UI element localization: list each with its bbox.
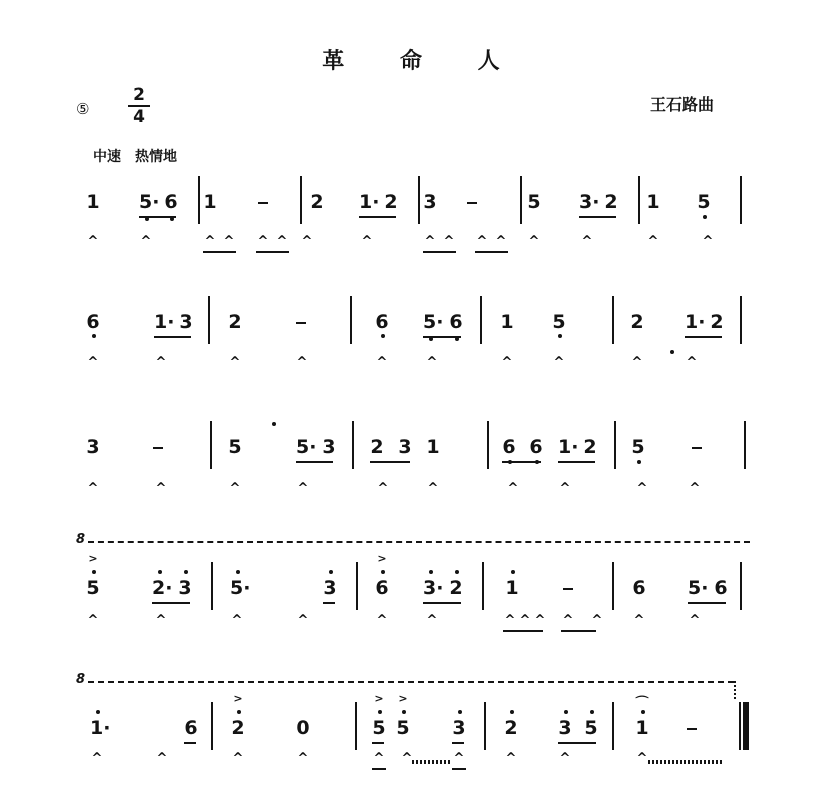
note: 6 <box>632 577 646 599</box>
octave-dot-high <box>92 570 96 574</box>
sustain-dash <box>692 447 702 449</box>
note: 5 <box>86 577 100 599</box>
octave-dot-low <box>670 350 674 354</box>
octave-dot-high <box>381 570 385 574</box>
articulation-mark: ^ <box>297 613 309 628</box>
articulation-mark: ^ <box>401 751 413 766</box>
note: 1 <box>86 191 100 213</box>
sustain-dash <box>687 728 697 730</box>
note: 1· <box>685 311 706 333</box>
barline <box>356 562 358 610</box>
barline <box>211 702 213 750</box>
time-signature <box>128 86 150 126</box>
octave-dot-high <box>429 570 433 574</box>
octave-dot-low <box>508 460 512 464</box>
beam-underline <box>685 336 722 338</box>
note: 5· <box>423 311 444 333</box>
note: 1· <box>558 436 579 458</box>
note: 2 <box>231 717 245 739</box>
articulation-mark: ^ <box>528 234 540 249</box>
articulation-mark: ^ <box>424 234 436 249</box>
octave-dot-low <box>92 334 96 338</box>
note: 3 <box>179 311 193 333</box>
barline <box>208 296 210 344</box>
articulation-mark: ^ <box>155 613 167 628</box>
barline <box>487 421 489 469</box>
note: 3 <box>322 436 336 458</box>
articulation-mark: ^ <box>276 234 288 249</box>
octave-dashed-line <box>88 541 750 543</box>
articulation-underline <box>503 630 543 632</box>
note: 3· <box>579 191 600 213</box>
note: 5 <box>631 436 645 458</box>
articulation-mark: ^ <box>297 751 309 766</box>
octave-dashed-line <box>88 681 734 683</box>
note: 2 <box>449 577 463 599</box>
articulation-underline <box>203 251 236 253</box>
note: 3 <box>423 191 437 213</box>
beam-underline <box>688 602 726 604</box>
articulation-mark: ^ <box>689 481 701 496</box>
barline <box>612 296 614 344</box>
beam-underline <box>323 602 335 604</box>
note: 1 <box>505 577 519 599</box>
title-char: 命 <box>399 49 422 74</box>
articulation-mark: ^ <box>140 234 152 249</box>
note: 3 <box>323 577 337 599</box>
barline <box>740 176 742 224</box>
note: 6 <box>449 311 463 333</box>
note: 3 <box>558 717 572 739</box>
note: 2 <box>228 311 242 333</box>
barline <box>300 176 302 224</box>
note: 6 <box>502 436 516 458</box>
articulation-mark: ^ <box>501 355 513 370</box>
articulation-mark: ^ <box>232 751 244 766</box>
barline <box>211 562 213 610</box>
note: 3 <box>452 717 466 739</box>
note: 1 <box>203 191 217 213</box>
note: 2 <box>310 191 324 213</box>
beam-underline <box>558 461 595 463</box>
accent-mark: > <box>88 552 98 565</box>
beam-underline <box>152 602 190 604</box>
octave-dot-low <box>558 334 562 338</box>
articulation-mark: ^ <box>229 355 241 370</box>
articulation-mark: ^ <box>376 613 388 628</box>
note: 6 <box>529 436 543 458</box>
note: 3· <box>423 577 444 599</box>
barline <box>638 176 640 224</box>
final-thin-barline <box>739 702 741 750</box>
note: 1· <box>359 191 380 213</box>
composer-credit: 王石路曲 <box>650 95 715 114</box>
final-barline <box>743 702 749 750</box>
note: 5· <box>688 577 709 599</box>
articulation-mark: ^ <box>91 751 103 766</box>
articulation-mark: ^ <box>87 355 99 370</box>
note: 1 <box>646 191 660 213</box>
note: 3 <box>398 436 412 458</box>
note: 5 <box>372 717 386 739</box>
articulation-mark: ^ <box>689 613 701 628</box>
articulation-mark: ^ <box>636 751 648 766</box>
barline <box>484 702 486 750</box>
time-sig-top: 2 <box>133 85 145 105</box>
octave-dot-low <box>637 460 641 464</box>
barline <box>744 421 746 469</box>
octave-dot-high <box>564 710 568 714</box>
note: 1 <box>635 717 649 739</box>
articulation-mark: ^ <box>426 355 438 370</box>
articulation-mark: ^ <box>559 751 571 766</box>
accent-mark: > <box>398 692 408 705</box>
octave-dot-high <box>237 710 241 714</box>
articulation-mark: ^ <box>376 355 388 370</box>
beam-underline <box>579 216 616 218</box>
beam-underline <box>184 742 196 744</box>
articulation-mark: ^ <box>702 234 714 249</box>
note: 5 <box>697 191 711 213</box>
octave-dot-low <box>455 337 459 341</box>
octave-dot-high <box>402 710 406 714</box>
note: 1 <box>500 311 514 333</box>
articulation-mark: ^ <box>631 355 643 370</box>
octave-dot-low <box>170 217 174 221</box>
barline <box>352 421 354 469</box>
title-char: 人 <box>477 49 500 74</box>
note: 2 <box>583 436 597 458</box>
articulation-mark: ^ <box>591 613 603 628</box>
octave-dot-high <box>184 570 188 574</box>
accent-mark: > <box>233 692 243 705</box>
octave-dot-high <box>510 710 514 714</box>
note: 5· <box>139 191 160 213</box>
barline <box>612 562 614 610</box>
articulation-mark: ^ <box>231 613 243 628</box>
note: 6 <box>184 717 198 739</box>
accent-mark: > <box>377 552 387 565</box>
barline <box>350 296 352 344</box>
note: 2 <box>710 311 724 333</box>
accent-mark: > <box>374 692 384 705</box>
octave-dot-high <box>96 710 100 714</box>
note: 2 <box>370 436 384 458</box>
beam-underline <box>296 461 333 463</box>
articulation-mark: ^ <box>361 234 373 249</box>
articulation-mark: ^ <box>504 613 516 628</box>
score-title <box>0 44 822 75</box>
note: 5· <box>230 577 251 599</box>
octave-dot-high <box>272 422 276 426</box>
articulation-mark: ^ <box>229 481 241 496</box>
barline <box>740 296 742 344</box>
octave-dot-high <box>511 570 515 574</box>
articulation-mark: ^ <box>301 234 313 249</box>
articulation-mark: ^ <box>155 481 167 496</box>
barline <box>198 176 200 224</box>
articulation-underline <box>475 251 508 253</box>
beam-underline <box>154 336 191 338</box>
articulation-mark: ^ <box>87 613 99 628</box>
note: 5 <box>527 191 541 213</box>
octave-dot-high <box>590 710 594 714</box>
articulation-mark: ^ <box>633 613 645 628</box>
octave-dot-high <box>458 710 462 714</box>
note: 5 <box>552 311 566 333</box>
sustain-dash <box>563 588 573 590</box>
articulation-mark: ^ <box>559 481 571 496</box>
beam-underline <box>423 602 461 604</box>
trill-wavy-line <box>412 760 452 764</box>
articulation-underline <box>452 768 466 770</box>
octave-dot-low <box>145 217 149 221</box>
barline <box>482 562 484 610</box>
octave-dot-low <box>703 215 707 219</box>
articulation-mark: ^ <box>476 234 488 249</box>
articulation-underline <box>256 251 289 253</box>
note: 0 <box>296 717 310 739</box>
beam-underline <box>370 461 410 463</box>
barline <box>418 176 420 224</box>
articulation-mark: ^ <box>519 613 531 628</box>
note: 6 <box>714 577 728 599</box>
sustain-dash <box>467 202 477 204</box>
note: 2 <box>504 717 518 739</box>
barline <box>612 702 614 750</box>
sustain-dash <box>296 322 306 324</box>
articulation-mark: ^ <box>686 355 698 370</box>
note: 3 <box>86 436 100 458</box>
articulation-mark: ^ <box>495 234 507 249</box>
title-char: 革 <box>322 49 345 74</box>
articulation-mark: ^ <box>223 234 235 249</box>
barline <box>480 296 482 344</box>
note: 6 <box>375 577 389 599</box>
barline <box>614 421 616 469</box>
octave-dot-low <box>429 337 433 341</box>
articulation-mark: ^ <box>647 234 659 249</box>
note: 5 <box>396 717 410 739</box>
articulation-mark: ^ <box>427 481 439 496</box>
articulation-mark: ^ <box>377 481 389 496</box>
articulation-underline <box>372 768 386 770</box>
articulation-mark: ^ <box>296 355 308 370</box>
octave-label: 8 <box>76 672 86 687</box>
articulation-mark: ^ <box>443 234 455 249</box>
sustain-dash <box>153 447 163 449</box>
articulation-mark: ^ <box>155 355 167 370</box>
note: 6 <box>375 311 389 333</box>
articulation-mark: ^ <box>553 355 565 370</box>
octave-end-line <box>734 681 736 699</box>
octave-dot-low <box>535 460 539 464</box>
articulation-mark: ^ <box>562 613 574 628</box>
note: 6 <box>86 311 100 333</box>
articulation-mark: ^ <box>426 613 438 628</box>
octave-dot-low <box>381 334 385 338</box>
note: 2 <box>384 191 398 213</box>
octave-dot-high <box>158 570 162 574</box>
octave-dot-high <box>455 570 459 574</box>
note: 1 <box>426 436 440 458</box>
tempo-marking: 中速 热情地 <box>93 149 177 165</box>
note: 2· <box>152 577 173 599</box>
beam-underline <box>558 742 596 744</box>
note: 6 <box>164 191 178 213</box>
articulation-mark: ^ <box>534 613 546 628</box>
articulation-mark: ^ <box>453 751 465 766</box>
articulation-mark: ^ <box>87 481 99 496</box>
articulation-mark: ^ <box>297 481 309 496</box>
fermata-mark: ⌒ <box>635 696 649 711</box>
octave-dot-high <box>236 570 240 574</box>
barline <box>210 421 212 469</box>
articulation-mark: ^ <box>507 481 519 496</box>
note: 1· <box>90 717 111 739</box>
articulation-mark: ^ <box>581 234 593 249</box>
barline <box>355 702 357 750</box>
articulation-mark: ^ <box>373 751 385 766</box>
articulation-underline <box>423 251 456 253</box>
octave-label: 8 <box>76 532 86 547</box>
articulation-mark: ^ <box>636 481 648 496</box>
articulation-mark: ^ <box>87 234 99 249</box>
beam-underline <box>359 216 396 218</box>
note: 3 <box>178 577 192 599</box>
key-symbol-icon: ⑤ <box>76 100 90 118</box>
barline <box>520 176 522 224</box>
note: 5 <box>584 717 598 739</box>
octave-dot-high <box>378 710 382 714</box>
octave-dot-high <box>329 570 333 574</box>
articulation-underline <box>561 630 596 632</box>
time-sig-bottom: 4 <box>133 107 145 127</box>
articulation-mark: ^ <box>505 751 517 766</box>
note: 2 <box>630 311 644 333</box>
articulation-mark: ^ <box>156 751 168 766</box>
note: 1· <box>154 311 175 333</box>
barline <box>740 562 742 610</box>
beam-underline <box>452 742 464 744</box>
beam-underline <box>372 742 384 744</box>
trill-wavy-line <box>648 760 724 764</box>
note: 5· <box>296 436 317 458</box>
note: 5 <box>228 436 242 458</box>
note: 2 <box>604 191 618 213</box>
articulation-mark: ^ <box>257 234 269 249</box>
sustain-dash <box>258 202 268 204</box>
articulation-mark: ^ <box>204 234 216 249</box>
